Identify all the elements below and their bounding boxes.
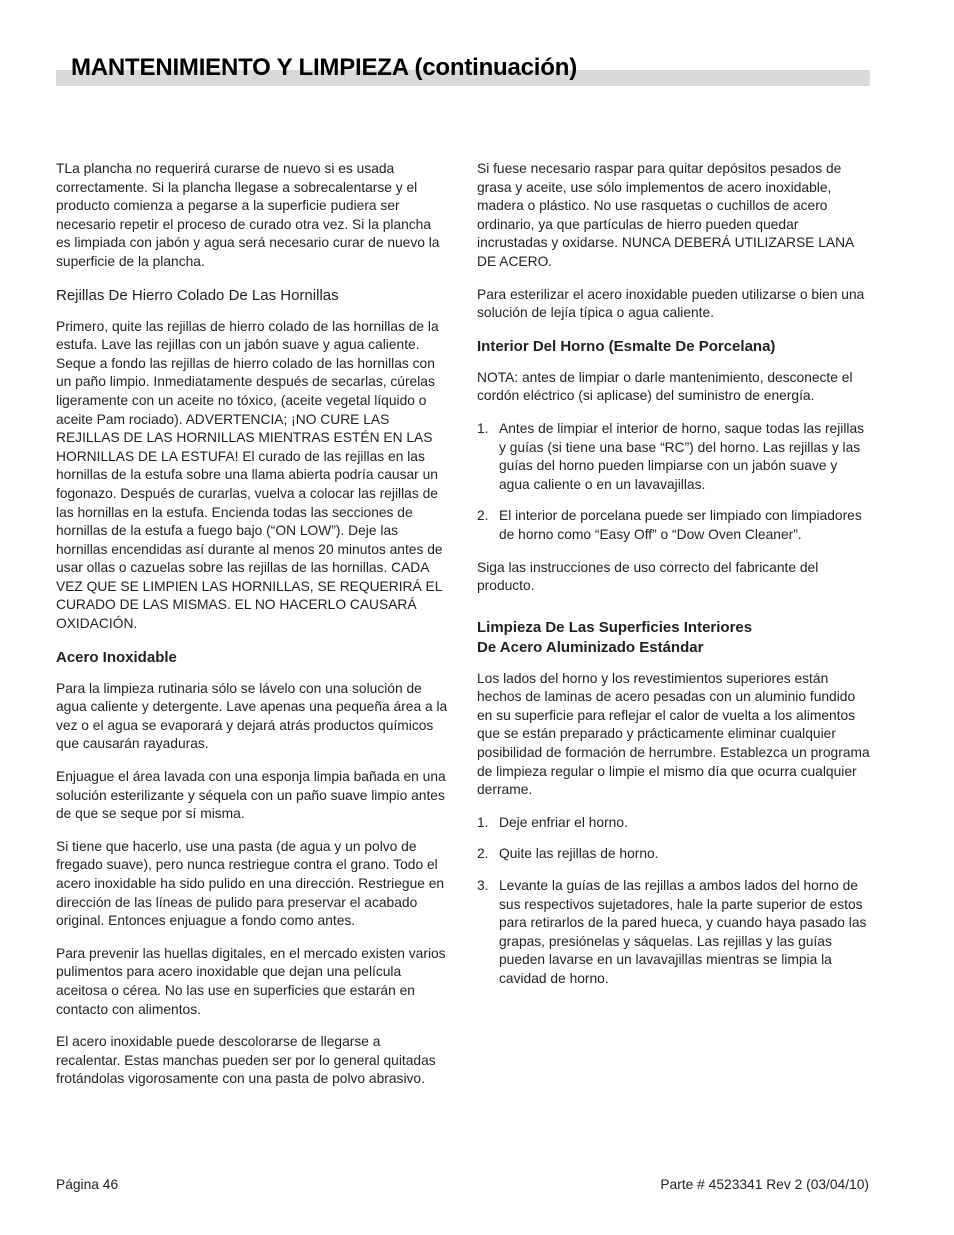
stainless-paragraph-5: El acero inoxidable puede descolorarse de llegarse a recalentar. Estas manchas pueden ser por lo general quitadas frotándolas vigorosamente con una pasta de polvo abrasivo. (56, 1034, 436, 1087)
oven-follow-paragraph: Siga las instrucciones de uso correcto del fabricante del producto. (477, 559, 819, 594)
grates-paragraph: Primero, quite las rejillas de hierro colado de las hornillas de la estufa. Lave las rejillas con un jabón suave y agua caliente. Seque a fondo las rejillas de hierro colado de las hornillas con un paño limpio. Inmediatamente después de secarlas, cúrelas ligeramente con un aceite no tóxico, (aceite vegetal líquido o aceite Pam rociado). ADVERTENCIA; ¡NO CURE LAS REJILLAS DE LAS HORNILLAS MIENTRAS ESTÉN EN LAS HORNILLAS DE LA ESTUFA! El curado de las rejillas en las hornillas de la estufa sobre una llama abierta podría causar un fogonazo. Después de curarlas, vuelva a colocar las rejillas de las hornillas en la estufa. Encienda todas las secciones de hornillas de la estufa a fuego bajo (“ON LOW”). Deje las hornillas encendidas así durante al menos 20 minutos antes de usar ollas o cazuelas sobre las rejillas de las hornillas. CADA VEZ QUE SE LIMPIEN LAS HORNILLAS, SE REQUERIRÁ EL CURADO DE LAS MISMAS. EL NO HACERLO CAUSARÁ OXIDACIÓN. (56, 318, 443, 632)
list-item-text: Levante la guías de las rejillas a ambos lados del horno de sus respectivos sujetadores, hale la parte superior de estos para retirarlos de la pared hueca, y cuando haya pasado las grapas, presiónelas y sáquelas. Las rejillas y las guías pueden lavarse en un lavavajillas mientras se limpia la cavidad de horno. (499, 878, 867, 986)
scrape-paragraph: Si fuese necesario raspar para quitar depósitos pesados de grasa y aceite, use sólo implementos de acero inoxidable, madera o plástico. No use rasquetas o cuchillos de acero ordinario, ya que partículas de hierro pueden quedar incrustadas y oxidarse. NUNCA DEBERÁ UTILIZARSE LANA DE ACERO. (477, 161, 854, 269)
grates-heading: Rejillas De Hierro Colado De Las Hornillas (56, 286, 339, 304)
stainless-paragraph-2: Enjuague el área lavada con una esponja limpia bañada en una solución esterilizante y séquela con un paño suave limpio antes de que se seque por sí misma. (56, 769, 446, 822)
left-column (56, 160, 448, 1103)
aluminized-heading-line-2: De Acero Aluminizado Estándar (477, 638, 704, 656)
list-item (477, 814, 870, 833)
list-item-text: Antes de limpiar el interior de horno, saque todas las rejillas y guías (si tiene una base “RC”) del horno. Las rejillas y las guías del horno pueden limpiarse con un jabón suave y agua caliente o en un lavavajillas. (499, 420, 865, 492)
part-number: Parte # 4523341 Rev 2 (03/04/10) (660, 1177, 869, 1192)
stainless-heading: Acero Inoxidable (56, 648, 177, 666)
stainless-paragraph-4: Para prevenir las huellas digitales, en el mercado existen varios pulimentos para acero inoxidable que dejan una película aceitosa o cérea. No las use en superficies que estarán en contacto con alimentos. (56, 945, 446, 1017)
list-item-text: Quite las rejillas de horno. (499, 846, 659, 862)
right-column (477, 160, 870, 1003)
intro-paragraph: TLa plancha no requerirá curarse de nuevo si es usada correctamente. Si la plancha llegase a sobrecalentarse y el producto comienza a pegarse a la superficie pudiera ser necesario repetir el proceso de curado otra vez. Si la plancha es limpiada con jabón y agua será necesario curar de nuevo la superficie de la plancha. (56, 161, 440, 269)
page-title: MANTENIMIENTO Y LIMPIEZA (continuación) (71, 54, 577, 81)
sterilize-paragraph: Para esterilizar el acero inoxidable pueden utilizarse o bien una solución de lejía típica o agua caliente. (477, 286, 865, 321)
list-item-text: El interior de porcelana puede ser limpiado con limpiadores de horno como “Easy Off” o “Dow Oven Cleaner”. (499, 508, 862, 542)
list-item (477, 845, 870, 864)
list-item-number: 2. (477, 508, 489, 524)
oven-note: NOTA: antes de limpiar o darle mantenimiento, desconecte el cordón eléctrico (si aplicase) del suministro de energía. (477, 369, 853, 404)
stainless-paragraph-3: Si tiene que hacerlo, use una pasta (de agua y un polvo de fregado suave), pero nunca restriegue contra el grano. Todo el acero inoxidable ha sido pulido en una dirección. Restriegue en dirección de las líneas de pulido para preservar el acabado original. Entonces enjuague a fondo como antes. (56, 838, 445, 929)
aluminized-heading (477, 618, 870, 658)
oven-interior-heading: Interior Del Horno (Esmalte De Porcelana) (477, 337, 776, 355)
list-item-number: 1. (477, 420, 489, 436)
list-item (477, 420, 870, 494)
page-number: Página 46 (56, 1177, 119, 1192)
list-item-number: 3. (477, 878, 489, 894)
aluminized-steps-list (477, 814, 870, 989)
list-item (477, 877, 870, 989)
list-item-number: 1. (477, 814, 489, 830)
list-item (477, 507, 870, 544)
oven-steps-list (477, 420, 870, 545)
list-item-text: Deje enfriar el horno. (499, 814, 628, 830)
aluminized-heading-line-1: Limpieza De Las Superficies Interiores (477, 618, 753, 636)
stainless-paragraph-1: Para la limpieza rutinaria sólo se lávelo con una solución de agua caliente y detergente. Lave apenas una pequeña área a la vez o el agua se evaporará y dejará atrás productos químicos que causarán rayaduras. (56, 680, 448, 752)
list-item-number: 2. (477, 846, 489, 862)
aluminized-paragraph: Los lados del horno y los revestimientos superiores están hechos de laminas de acero pesadas con un aluminio fundido en su superficie para reflejar el calor de vuelta a los alimentos que se están preparado y prácticamente eliminar cualquier posibilidad de formación de herrumbre. Establezca un programa de limpieza regular o limpie el mismo día que ocurra cualquier derrame. (477, 670, 870, 798)
